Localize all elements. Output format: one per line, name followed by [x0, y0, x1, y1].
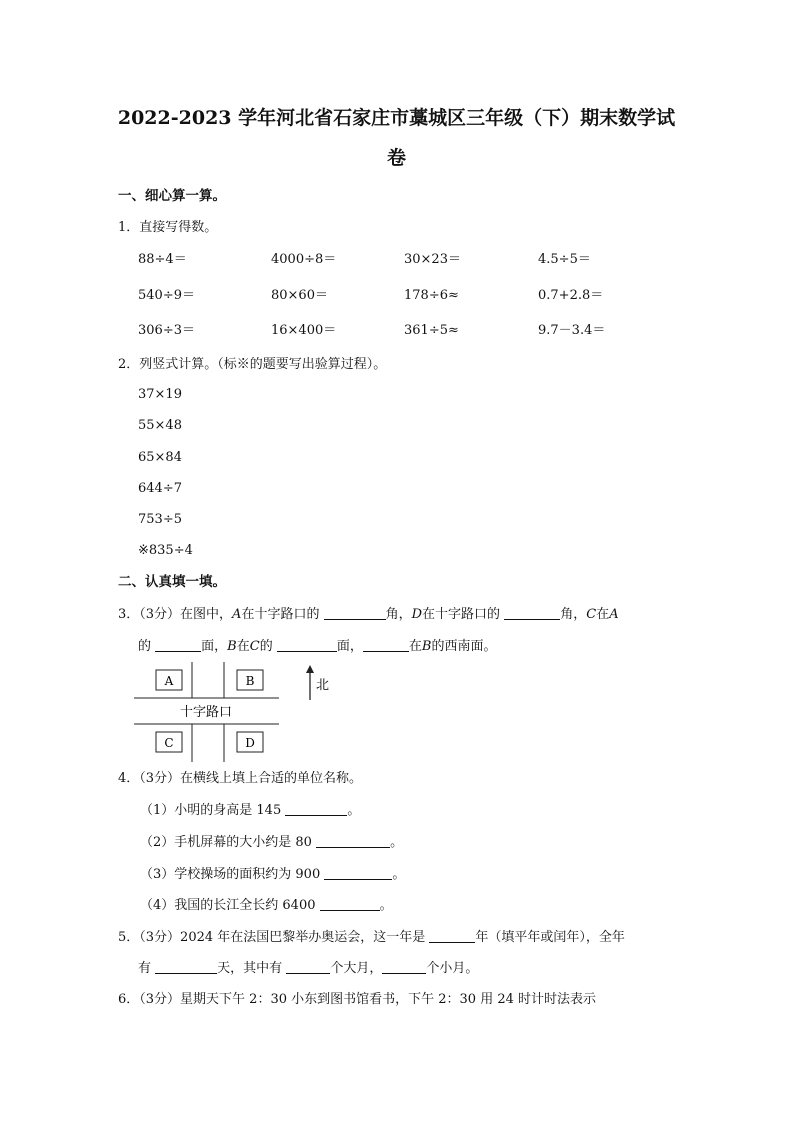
- label-b: B: [245, 674, 255, 688]
- answer-blank[interactable]: [324, 866, 392, 880]
- crossroad-diagram: [134, 662, 329, 762]
- calc-item: 16×400＝: [271, 323, 337, 338]
- answer-blank[interactable]: [316, 834, 390, 848]
- q2-label: 2．列竖式计算。（标※的题要写出验算过程）。: [118, 357, 387, 372]
- q4-item: （4）我国的长江全长约 6400 。: [140, 898, 393, 913]
- vertical-calc-item: 55×48: [138, 418, 182, 433]
- answer-blank[interactable]: [155, 638, 201, 652]
- answer-blank[interactable]: [429, 929, 475, 943]
- north-label: 北: [316, 678, 329, 693]
- calc-item: 30×23＝: [404, 252, 461, 267]
- vertical-calc-item: 753÷5: [138, 512, 182, 527]
- label-a: A: [164, 674, 174, 688]
- vertical-calc-item: 37×19: [138, 387, 182, 402]
- vertical-calc-item: 644÷7: [138, 481, 182, 496]
- calc-item: 0.7+2.8＝: [538, 288, 604, 303]
- q3-line1: 3．（3分）在图中，A在十字路口的 角，D在十字路口的 角，C在A: [118, 607, 619, 622]
- answer-blank[interactable]: [382, 960, 426, 974]
- page-title-line1: 2022-2023 学年河北省石家庄市藁城区三年级（下）期末数学试: [117, 107, 676, 129]
- q5-line2: 有 天，其中有 个大月， 个小月。: [138, 961, 479, 976]
- calc-item: 80×60＝: [271, 288, 328, 303]
- answer-blank[interactable]: [504, 606, 560, 620]
- answer-blank[interactable]: [155, 960, 217, 974]
- calc-item: 9.7－3.4＝: [538, 323, 606, 338]
- calc-item: 540÷9＝: [138, 288, 195, 303]
- page-title-line2: 卷: [386, 147, 406, 169]
- answer-blank[interactable]: [324, 606, 386, 620]
- calc-item: 88÷4＝: [138, 252, 187, 267]
- vertical-calc-item: 65×84: [138, 450, 182, 465]
- calc-item: 4000÷8＝: [271, 252, 337, 267]
- answer-blank[interactable]: [286, 960, 330, 974]
- answer-blank[interactable]: [285, 802, 347, 816]
- vertical-calc-item: ※835÷4: [138, 543, 193, 558]
- label-c: C: [164, 736, 174, 750]
- north-arrow-head-icon: [306, 665, 314, 673]
- q3-line2: 的 面，B在C的 面， 在B的西南面。: [138, 639, 497, 654]
- calc-item: 361÷5≈: [404, 323, 459, 338]
- section1-heading: 一、细心算一算。: [118, 188, 226, 204]
- calc-item: 306÷3＝: [138, 323, 195, 338]
- answer-blank[interactable]: [320, 897, 380, 911]
- calc-item: 4.5÷5＝: [538, 252, 591, 267]
- calc-item: 178÷6≈: [404, 288, 459, 303]
- crossroad-label: 十字路口: [179, 705, 233, 720]
- section2-heading: 二、认真填一填。: [118, 574, 226, 590]
- answer-blank[interactable]: [363, 638, 409, 652]
- q4-item: （1）小明的身高是 145 。: [140, 803, 361, 818]
- answer-blank[interactable]: [277, 638, 337, 652]
- q5-line1: 5．（3分）2024 年在法国巴黎举办奥运会，这一年是 年（填平年或闰年），全年: [118, 930, 625, 945]
- q1-label: 1．直接写得数。: [118, 220, 218, 235]
- label-d: D: [245, 736, 255, 750]
- q4-item: （2）手机屏幕的大小约是 80 。: [140, 835, 404, 850]
- q4-label: 4．（3分）在横线上填上合适的单位名称。: [118, 771, 363, 786]
- q4-item: （3）学校操场的面积约为 900 。: [140, 867, 406, 882]
- q6-line1: 6．（3分）星期天下午 2：30 小东到图书馆看书，下午 2：30 用 24 时计时法表示: [118, 992, 597, 1007]
